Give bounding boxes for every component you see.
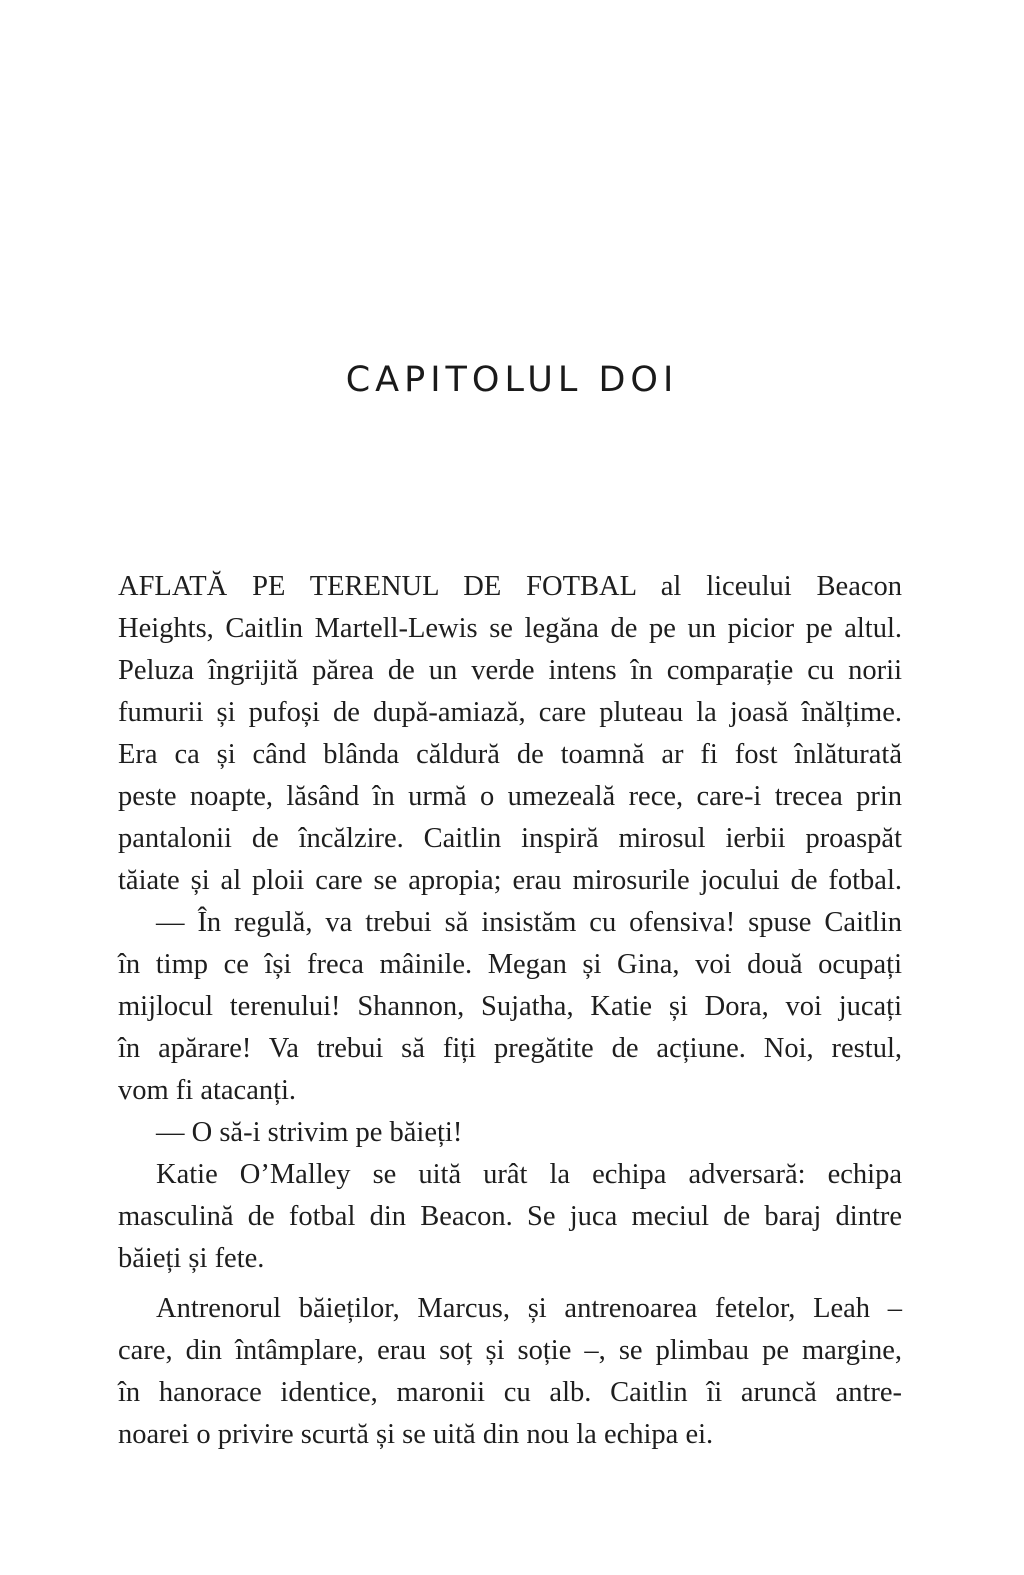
text-line: Heights, Caitlin Martell-Lewis se legăna de pe un picior pe altul. [118,613,902,644]
text-line: masculină de fotbal din Beacon. Se juca meciul de baraj dintre [118,1201,902,1232]
text-line: Katie O’Malley se uită urât la echipa adversară: echipa [156,1159,902,1190]
text-line: AFLATĂ PE TERENUL DE FOTBAL al liceului Beacon [118,571,902,602]
text-line: Peluza îngrijită părea de un verde intens în comparație cu norii [118,655,902,686]
text-line: tăiate și al ploii care se apropia; erau mirosurile jocului de fotbal. [118,865,902,896]
text-line: noarei o privire scurtă și se uită din nou la echipa ei. [118,1419,714,1450]
text-line: băieți și fete. [118,1243,265,1274]
text-line: în hanorace identice, maronii cu alb. Caitlin îi aruncă antre- [118,1377,902,1408]
text-line: mijlocul terenului! Shannon, Sujatha, Katie și Dora, voi jucați [118,991,902,1022]
paragraph [118,1154,902,1280]
text-line: vom fi atacanți. [118,1075,297,1106]
text-line: fumurii și pufoși de după-amiază, care pluteau la joasă înălțime. [118,697,902,728]
chapter-title: CAPITOLUL DOI [345,360,679,400]
text-line: care, din întâmplare, erau soț și soție –, se plimbau pe margine, [118,1335,902,1366]
text-line: în apărare! Va trebui să fiți pregătite de acțiune. Noi, restul, [118,1033,902,1064]
chapter-body [118,566,902,1456]
text-line: în timp ce își freca mâinile. Megan și Gina, voi două ocupați [118,949,902,980]
text-line: Antrenorul băieților, Marcus, și antrenoarea fetelor, Leah – [156,1293,902,1324]
paragraph-gap [118,1280,902,1288]
paragraph [118,1288,902,1456]
text-line: peste noapte, lăsând în urmă o umezeală rece, care-i trecea prin [118,781,902,812]
text-line: — În regulă, va trebui să insistăm cu ofensiva! spuse Caitlin [156,907,902,938]
text-line: pantalonii de încălzire. Caitlin inspiră mirosul ierbii proaspăt [118,823,902,854]
paragraph [118,1112,902,1154]
paragraph [118,902,902,1112]
text-line: — O să-i strivim pe băieți! [156,1117,463,1148]
text-line: Era ca și când blânda căldură de toamnă ar fi fost înlăturată [118,739,902,770]
paragraph [118,566,902,902]
